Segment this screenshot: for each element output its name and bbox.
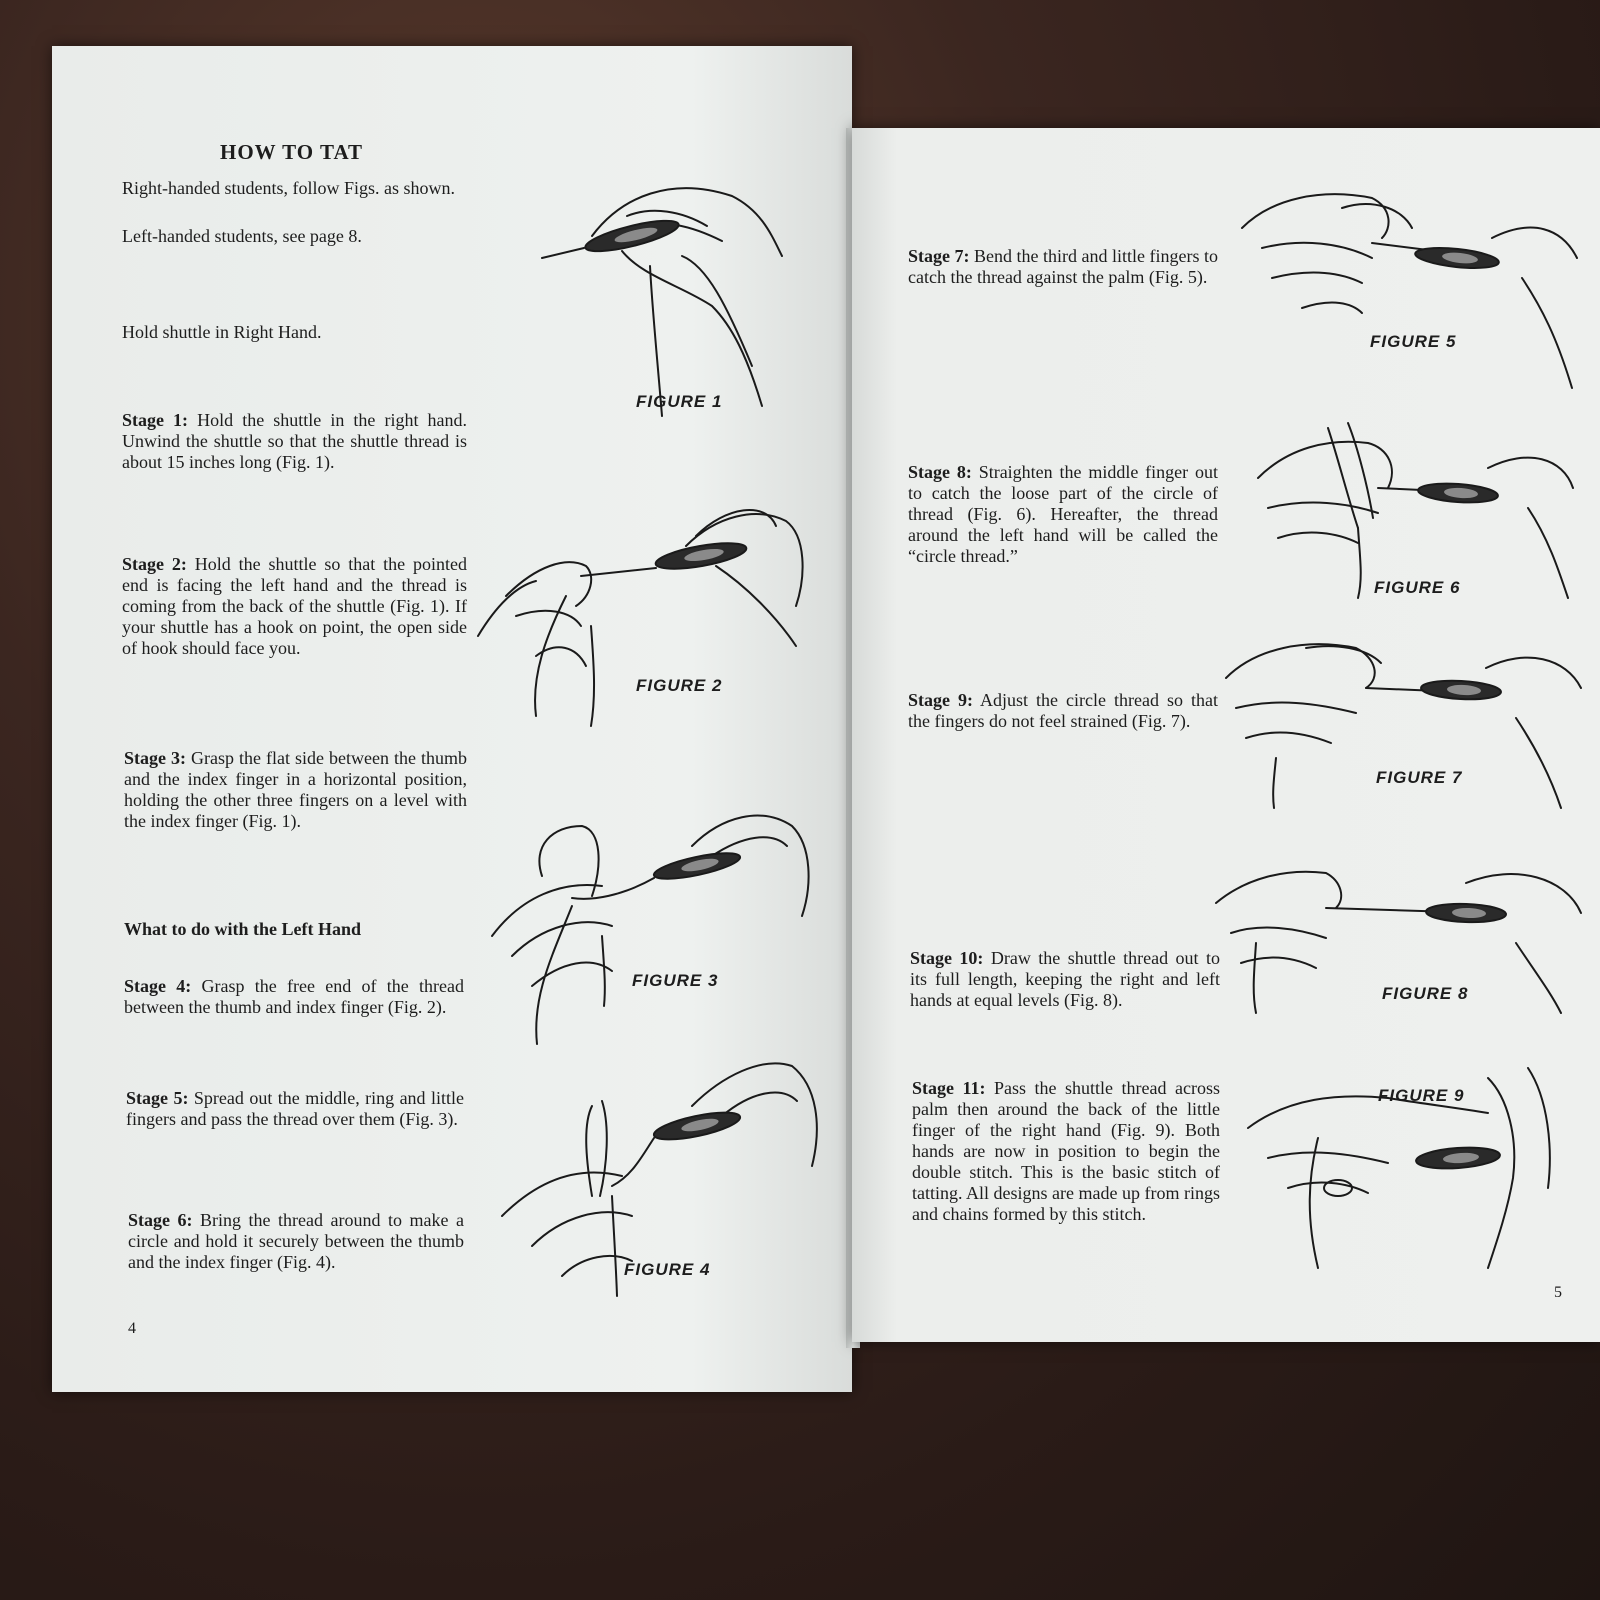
- stage-1-label: Stage 1:: [122, 410, 189, 430]
- stage-9-label: Stage 9:: [908, 690, 973, 710]
- figure-5-caption: FIGURE 5: [1370, 332, 1457, 351]
- stage-3: [124, 748, 467, 832]
- stage-6-label: Stage 6:: [128, 1210, 193, 1230]
- stage-4-label: Stage 4:: [124, 976, 192, 996]
- figure-1-illustration: [532, 156, 792, 416]
- stage-1: [122, 410, 467, 473]
- stage-10-label: Stage 10:: [910, 948, 984, 968]
- stage-5-text: Spread out the middle, ring and little fingers and pass the thread over them (Fig. 3).: [126, 1088, 464, 1129]
- stage-6: [128, 1210, 464, 1273]
- left-hand-subheading: What to do with the Left Hand: [124, 919, 362, 939]
- stage-8-label: Stage 8:: [908, 462, 972, 482]
- figure-3-caption: FIGURE 3: [632, 971, 719, 990]
- stage-1-text: Hold the shuttle in the right hand. Unwind the shuttle so that the shuttle thread is about 15 inches long (Fig. 1).: [122, 410, 468, 472]
- figure-7-caption: FIGURE 7: [1376, 768, 1463, 787]
- stage-9: [908, 690, 1218, 732]
- figure-2-caption: FIGURE 2: [636, 676, 723, 695]
- stage-10: [910, 948, 1220, 1011]
- stage-7-label: Stage 7:: [908, 246, 970, 266]
- stage-11-label: Stage 11:: [912, 1078, 986, 1098]
- stage-3-label: Stage 3:: [124, 748, 186, 768]
- figure-4-caption: FIGURE 4: [624, 1260, 711, 1279]
- figure-5-illustration: [1242, 188, 1582, 388]
- hold-shuttle-text: Hold shuttle in Right Hand.: [122, 322, 322, 342]
- stage-9-text: Adjust the circle thread so that the fingers do not feel strained (Fig. 7).: [908, 690, 1218, 731]
- stage-11-text: Pass the shuttle thread across palm then around the back of the little finger of the right hand (Fig. 9). Both hands are now in position to begin the double stitch. This is the basic stitch of tatting. All designs are made up from rings and chains formed by this stitch.: [912, 1078, 1221, 1224]
- intro-right-handed: Right-handed students, follow Figs. as shown.: [122, 178, 455, 198]
- page-title: HOW TO TAT: [220, 140, 364, 164]
- stage-5: [126, 1088, 464, 1130]
- figure-9-caption: FIGURE 9: [1378, 1086, 1465, 1105]
- figure-6-illustration: [1248, 418, 1578, 598]
- stage-2: [122, 554, 467, 659]
- figure-6-caption: FIGURE 6: [1374, 578, 1461, 597]
- stage-7: [908, 246, 1218, 288]
- stage-8-text: Straighten the middle finger out to catch the loose part of the circle of thread (Fig. 6). Hereafter, the thread around the left hand will be called the “circle thread.”: [908, 462, 1219, 566]
- stage-11: [912, 1078, 1220, 1225]
- stage-8: [908, 462, 1218, 567]
- right-page: [852, 128, 1600, 1342]
- stage-5-label: Stage 5:: [126, 1088, 189, 1108]
- stage-4-text: Grasp the free end of the thread between the thumb and index finger (Fig. 2).: [124, 976, 464, 1017]
- intro-left-handed: Left-handed students, see page 8.: [122, 226, 362, 246]
- stage-4: [124, 976, 464, 1018]
- stage-2-text: Hold the shuttle so that the pointed end is facing the left hand and the thread is coming from the back of the shuttle (Fig. 1). If your shuttle has a hook on point, the open side of hook should face you.: [122, 554, 468, 658]
- left-page: [52, 46, 852, 1392]
- stage-2-label: Stage 2:: [122, 554, 187, 574]
- figure-9-illustration: [1248, 1068, 1568, 1268]
- stage-6-text: Bring the thread around to make a circle and hold it securely between the thumb and the index finger (Fig. 4).: [128, 1210, 464, 1272]
- figure-3-illustration: [472, 786, 822, 1046]
- figure-1-caption: FIGURE 1: [636, 392, 723, 411]
- stage-10-text: Draw the shuttle thread out to its full length, keeping the right and left hands at equal levels (Fig. 8).: [910, 948, 1220, 1010]
- stage-3-text: Grasp the flat side between the thumb and the index finger in a horizontal position, holding the other three fingers on a level with the index finger (Fig. 1).: [124, 748, 467, 831]
- stage-7-text: Bend the third and little fingers to catch the thread against the palm (Fig. 5).: [908, 246, 1218, 287]
- page-number-5: 5: [1554, 1284, 1562, 1301]
- page-number-4: 4: [128, 1320, 136, 1337]
- figure-8-caption: FIGURE 8: [1382, 984, 1469, 1003]
